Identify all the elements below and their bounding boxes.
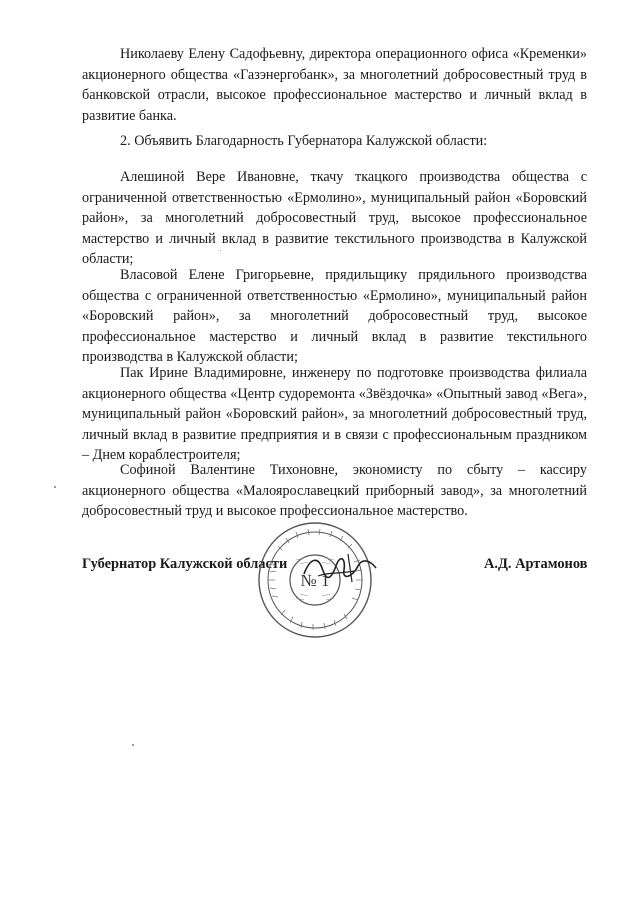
official-seal-icon — [256, 520, 374, 640]
paragraph-pak: Пак Ирине Владимировне, инженеру по подготовке производства филиала акционерного общества «Центр судоремонта «Звёздочка» «Опытный завод «Вега», муниципальный район «Боровский район», за многолетний добросовестный труд, личный вклад в развитие предприятия и в связи с профессиональным праздником – Днем кораблестроителя; — [82, 365, 587, 463]
scan-speck — [132, 744, 134, 746]
scan-speck — [220, 250, 221, 251]
seal-number: № 1 — [300, 571, 330, 590]
signature-title: Губернатор Калужской области — [82, 556, 288, 572]
paragraph-aleshina: Алешиной Вере Ивановне, ткачу ткацкого производства общества с ограниченной ответственностью «Ермолино», муниципальный район «Боровский район», за многолетний добросовестный труд, высокое профессиональное мастерство и личный вклад в развитие текстильного производства в Калужской области; — [82, 169, 587, 267]
paragraph-sofina: Софиной Валентине Тихоновне, экономисту по сбыту – кассиру акционерного общества «Малоярославецкий приборный завод», за многолетний добросовестный труд и высокое профессиональное мастерство. — [82, 462, 587, 519]
paragraph-vlasova: Власовой Елене Григорьевне, прядильщику прядильного производства общества с ограниченной ответственностью «Ермолино», муниципальный район «Боровский район», за многолетний добросовестный труд, высокое профессиональное мастерство и личный вклад в развитие текстильного производства в Калужской области; — [82, 267, 587, 365]
handwritten-signature-icon — [300, 548, 380, 588]
scan-speck — [54, 486, 56, 488]
paragraph-section-2-heading: 2. Объявить Благодарность Губернатора Калужской области: — [120, 133, 488, 149]
paragraph-nikolaeva: Николаеву Елену Садофьевну, директора операционного офиса «Кременки» акционерного общества «Газэнергобанк», за многолетний добросовестный труд в банковской отрасли, высокое профессиональное мастерство и личный вклад в развитие банка. — [82, 46, 587, 124]
signature-name: А.Д. Артамонов — [484, 556, 588, 572]
